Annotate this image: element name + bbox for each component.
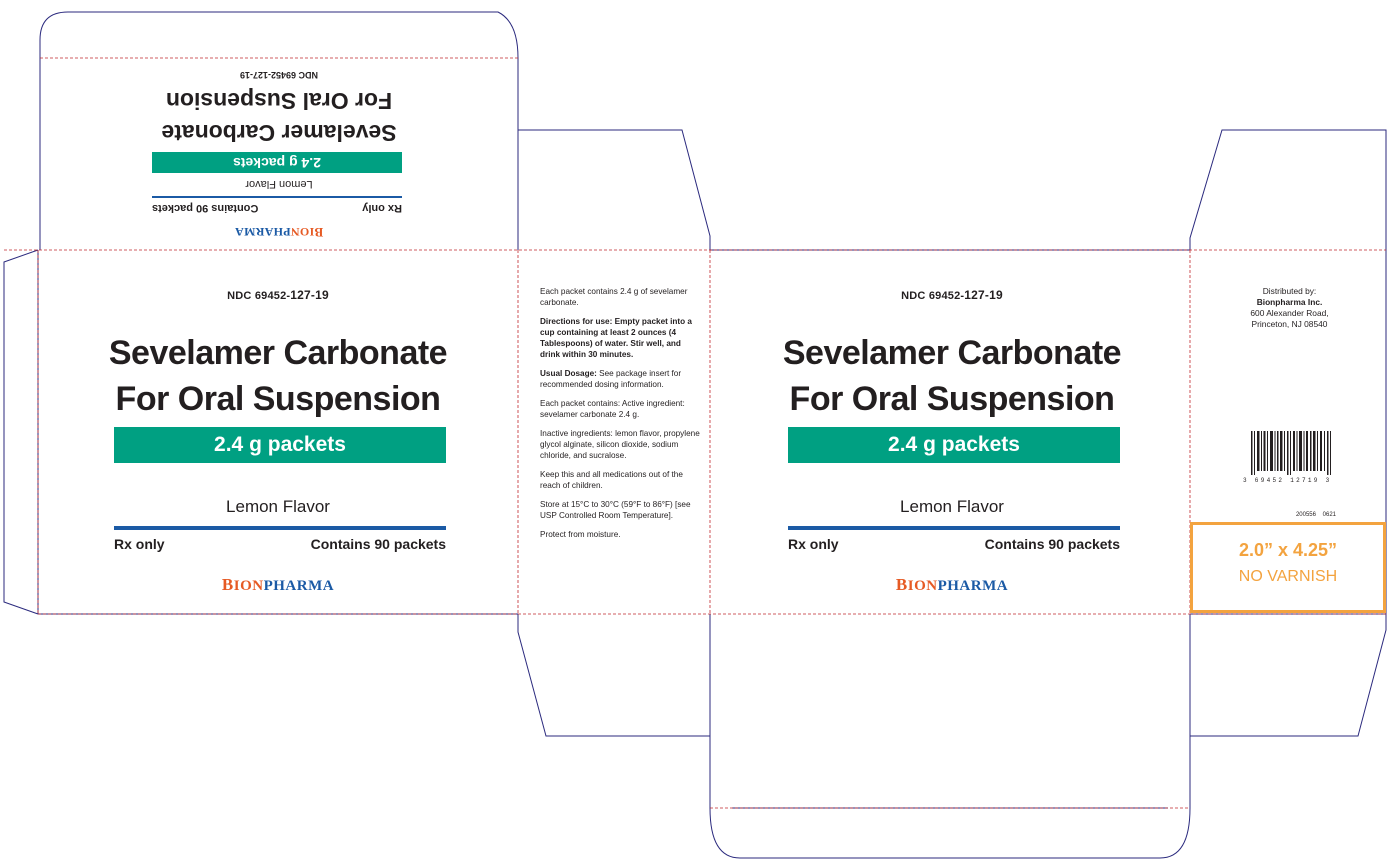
distributor-block [1193, 286, 1386, 330]
top-flap-strength-banner: 2.4 g packets [152, 152, 402, 173]
storage-text: Store at 15°C to 30°C (59°F to 86°F) [see USP Controlled Room Temperature]. [540, 500, 691, 520]
no-varnish-label: NO VARNISH [1238, 568, 1338, 585]
brand-logo: BIONPHARMA [221, 575, 335, 594]
rx-only-label: Rx only [788, 536, 839, 552]
strength-banner: 2.4 g packets [788, 427, 1120, 463]
rx-only-label: Rx only [114, 536, 165, 552]
top-flap-title-line2: For Oral Suspension [165, 88, 393, 114]
ndc-label: NDC 69452-127-19 [901, 288, 1003, 302]
top-flap-ndc: NDC 69452-127-19 [239, 70, 319, 80]
product-title-line1: Sevelamer Carbonate [782, 334, 1122, 372]
print-spec-box [1190, 522, 1386, 613]
product-title [38, 330, 518, 422]
packet-count-label: Contains 90 packets [984, 536, 1120, 552]
carton-size-label: 2.0” x 4.25” [1238, 540, 1338, 560]
distributed-by-label: Distributed by: [1262, 286, 1317, 296]
moisture-text: Protect from moisture. [540, 530, 621, 539]
directions-text: Directions for use: Empty packet into a cup containing at least 2 ounces (4 Tablespoons) of water. Stir well, and drink within 30 minutes. [540, 317, 692, 359]
brand-logo: BIONPHARMA [895, 575, 1009, 594]
packet-contents-text: Each packet contains 2.4 g of sevelamer carbonate. [540, 287, 688, 307]
top-flap-title-line1: Sevelamer Carbonate [161, 120, 397, 146]
top-flap-brand-logo: BIONPHARMA [234, 225, 324, 240]
ndc-label: NDC 69452-127-19 [227, 288, 329, 302]
address-line2: Princeton, NJ 08540 [1251, 319, 1328, 329]
divider-rule [788, 526, 1120, 530]
front-panel-right [712, 250, 1192, 615]
dosage-text: Usual Dosage: See package insert for recommended dosing information. [540, 369, 682, 389]
inactive-ingredients-text: Inactive ingredients: lemon flavor, propylene glycol alginate, silicon dioxide, sodium chloride, and sucralose. [540, 429, 700, 460]
company-name: Bionpharma Inc. [1256, 297, 1323, 307]
top-flap-content [40, 58, 518, 248]
flavor-label: Lemon Flavor [226, 497, 330, 516]
product-title-line2: For Oral Suspension [789, 380, 1115, 418]
packet-count-label: Contains 90 packets [310, 536, 446, 552]
product-title [712, 330, 1192, 422]
product-title-line2: For Oral Suspension [115, 380, 441, 418]
back-panel [520, 250, 710, 615]
divider-rule [114, 526, 446, 530]
flavor-label: Lemon Flavor [900, 497, 1004, 516]
top-flap-title [40, 85, 518, 149]
top-flap-rx-only: Rx only [362, 202, 402, 214]
active-ingredient-text: Each packet contains: Active ingredient: sevelamer carbonate 2.4 g. [540, 399, 685, 419]
address-line1: 600 Alexander Road, [1250, 308, 1329, 318]
top-flap-divider [152, 196, 402, 198]
barcode-icon [1250, 431, 1332, 475]
print-codes: 200556 0621 [1295, 512, 1336, 518]
front-panel-left [38, 250, 518, 615]
product-title-line1: Sevelamer Carbonate [108, 334, 448, 372]
top-flap-flavor: Lemon Flavor [245, 178, 313, 190]
top-flap-panel [40, 58, 518, 248]
barcode-digits: 3 69452 12719 3 [1243, 477, 1332, 484]
top-flap-packet-count: Contains 90 packets [152, 202, 259, 214]
strength-banner: 2.4 g packets [114, 427, 446, 463]
keep-away-text: Keep this and all medications out of the reach of children. [540, 470, 683, 490]
